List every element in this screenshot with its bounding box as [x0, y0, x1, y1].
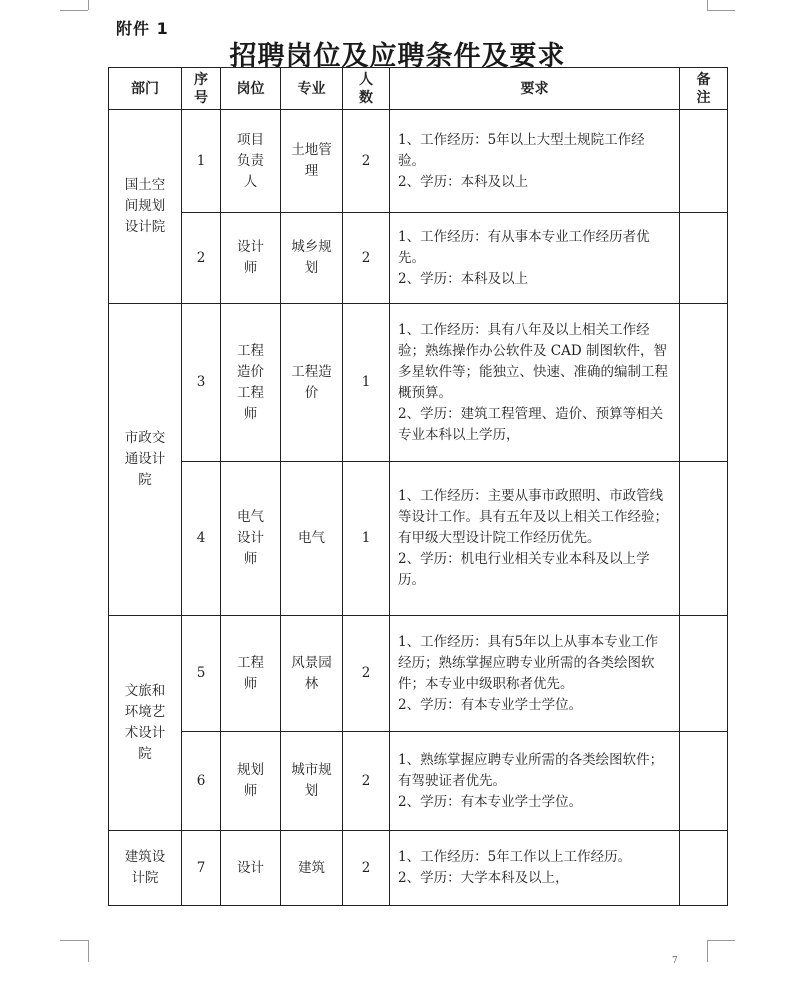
crop-mark-top-right-horizontal — [707, 10, 735, 11]
index-cell: 5 — [182, 616, 221, 732]
requirements-cell: 1、工作经历：5年以上大型土规院工作经验。 2、学历：本科及以上 — [390, 110, 680, 213]
count-cell: 2 — [343, 616, 390, 732]
page-title: 招聘岗位及应聘条件及要求 — [229, 41, 566, 72]
requirements-cell: 1、工作经历：有从事本专业工作经历者优先。 2、学历：本科及以上 — [390, 213, 680, 304]
remarks-cell — [680, 213, 728, 304]
header-remarks: 备注 — [680, 68, 728, 110]
count-cell: 2 — [343, 213, 390, 304]
header-requirements: 要求 — [390, 68, 680, 110]
index-cell: 6 — [182, 732, 221, 831]
table-row — [109, 304, 728, 462]
position-cell: 规划师 — [221, 732, 281, 831]
position-cell: 电气设计师 — [221, 462, 281, 616]
count-cell: 1 — [343, 304, 390, 462]
count-cell: 2 — [343, 110, 390, 213]
crop-mark-top-right-vertical — [707, 0, 708, 10]
position-cell: 设计 — [221, 831, 281, 906]
recruitment-table — [108, 67, 728, 906]
major-cell: 建筑 — [281, 831, 343, 906]
major-cell: 城市规划 — [281, 732, 343, 831]
remarks-cell — [680, 732, 728, 831]
remarks-cell — [680, 462, 728, 616]
position-cell: 项目负责人 — [221, 110, 281, 213]
major-cell: 工程造价 — [281, 304, 343, 462]
table-row — [109, 616, 728, 732]
remarks-cell — [680, 831, 728, 906]
requirements-cell: 1、工作经历：具有5年以上从事本专业工作经历；熟练掌握应聘专业所需的各类绘图软件；本专业中级职称者优先。 2、学历：有本专业学士学位。 — [390, 616, 680, 732]
count-cell: 2 — [343, 831, 390, 906]
dept-cell: 文旅和环境艺术设计院 — [109, 616, 182, 831]
remarks-cell — [680, 304, 728, 462]
requirements-cell: 1、熟练掌握应聘专业所需的各类绘图软件；有驾驶证者优先。 2、学历：有本专业学士学位。 — [390, 732, 680, 831]
crop-mark-top-left-horizontal — [60, 10, 88, 11]
remarks-cell — [680, 616, 728, 732]
count-cell: 2 — [343, 732, 390, 831]
requirements-cell: 1、工作经历：主要从事市政照明、市政管线等设计工作。具有五年及以上相关工作经验；有甲级大型设计院工作经历优先。 2、学历：机电行业相关专业本科及以上学历。 — [390, 462, 680, 616]
table-row — [109, 213, 728, 304]
header-position: 岗位 — [221, 68, 281, 110]
index-cell: 1 — [182, 110, 221, 213]
major-cell: 城乡规划 — [281, 213, 343, 304]
crop-mark-bottom-left-vertical — [88, 940, 89, 962]
header-row — [109, 68, 728, 110]
table-row — [109, 831, 728, 906]
header-major: 专业 — [281, 68, 343, 110]
remarks-cell — [680, 110, 728, 213]
table-row — [109, 732, 728, 831]
position-cell: 工程造价工程师 — [221, 304, 281, 462]
major-cell: 土地管理 — [281, 110, 343, 213]
index-cell: 3 — [182, 304, 221, 462]
major-cell: 电气 — [281, 462, 343, 616]
header-index: 序号 — [182, 68, 221, 110]
index-cell: 2 — [182, 213, 221, 304]
header-dept: 部门 — [109, 68, 182, 110]
index-cell: 4 — [182, 462, 221, 616]
dept-cell: 建筑设计院 — [109, 831, 182, 906]
position-cell: 设计师 — [221, 213, 281, 304]
attachment-label: 附件 1 — [116, 19, 169, 38]
major-cell: 风景园林 — [281, 616, 343, 732]
crop-mark-bottom-left-horizontal — [60, 940, 88, 941]
header-count: 人数 — [343, 68, 390, 110]
table-row — [109, 462, 728, 616]
dept-cell: 国土空间规划设计院 — [109, 110, 182, 304]
requirements-cell: 1、工作经历：5年工作以上工作经历。 2、学历：大学本科及以上， — [390, 831, 680, 906]
crop-mark-bottom-right-horizontal — [707, 940, 735, 941]
requirements-cell: 1、工作经历：具有八年及以上相关工作经验；熟练操作办公软件及 CAD 制图软件，智多星软件等；能独立、快速、准确的编制工程概预算。 2、学历：建筑工程管理、造价、预算等相关专业本科以上学历， — [390, 304, 680, 462]
dept-cell: 市政交通设计院 — [109, 304, 182, 616]
count-cell: 1 — [343, 462, 390, 616]
index-cell: 7 — [182, 831, 221, 906]
page-number: 7 — [672, 956, 678, 966]
position-cell: 工程师 — [221, 616, 281, 732]
crop-mark-top-left-vertical — [88, 0, 89, 10]
table-row — [109, 110, 728, 213]
crop-mark-bottom-right-vertical — [707, 940, 708, 962]
